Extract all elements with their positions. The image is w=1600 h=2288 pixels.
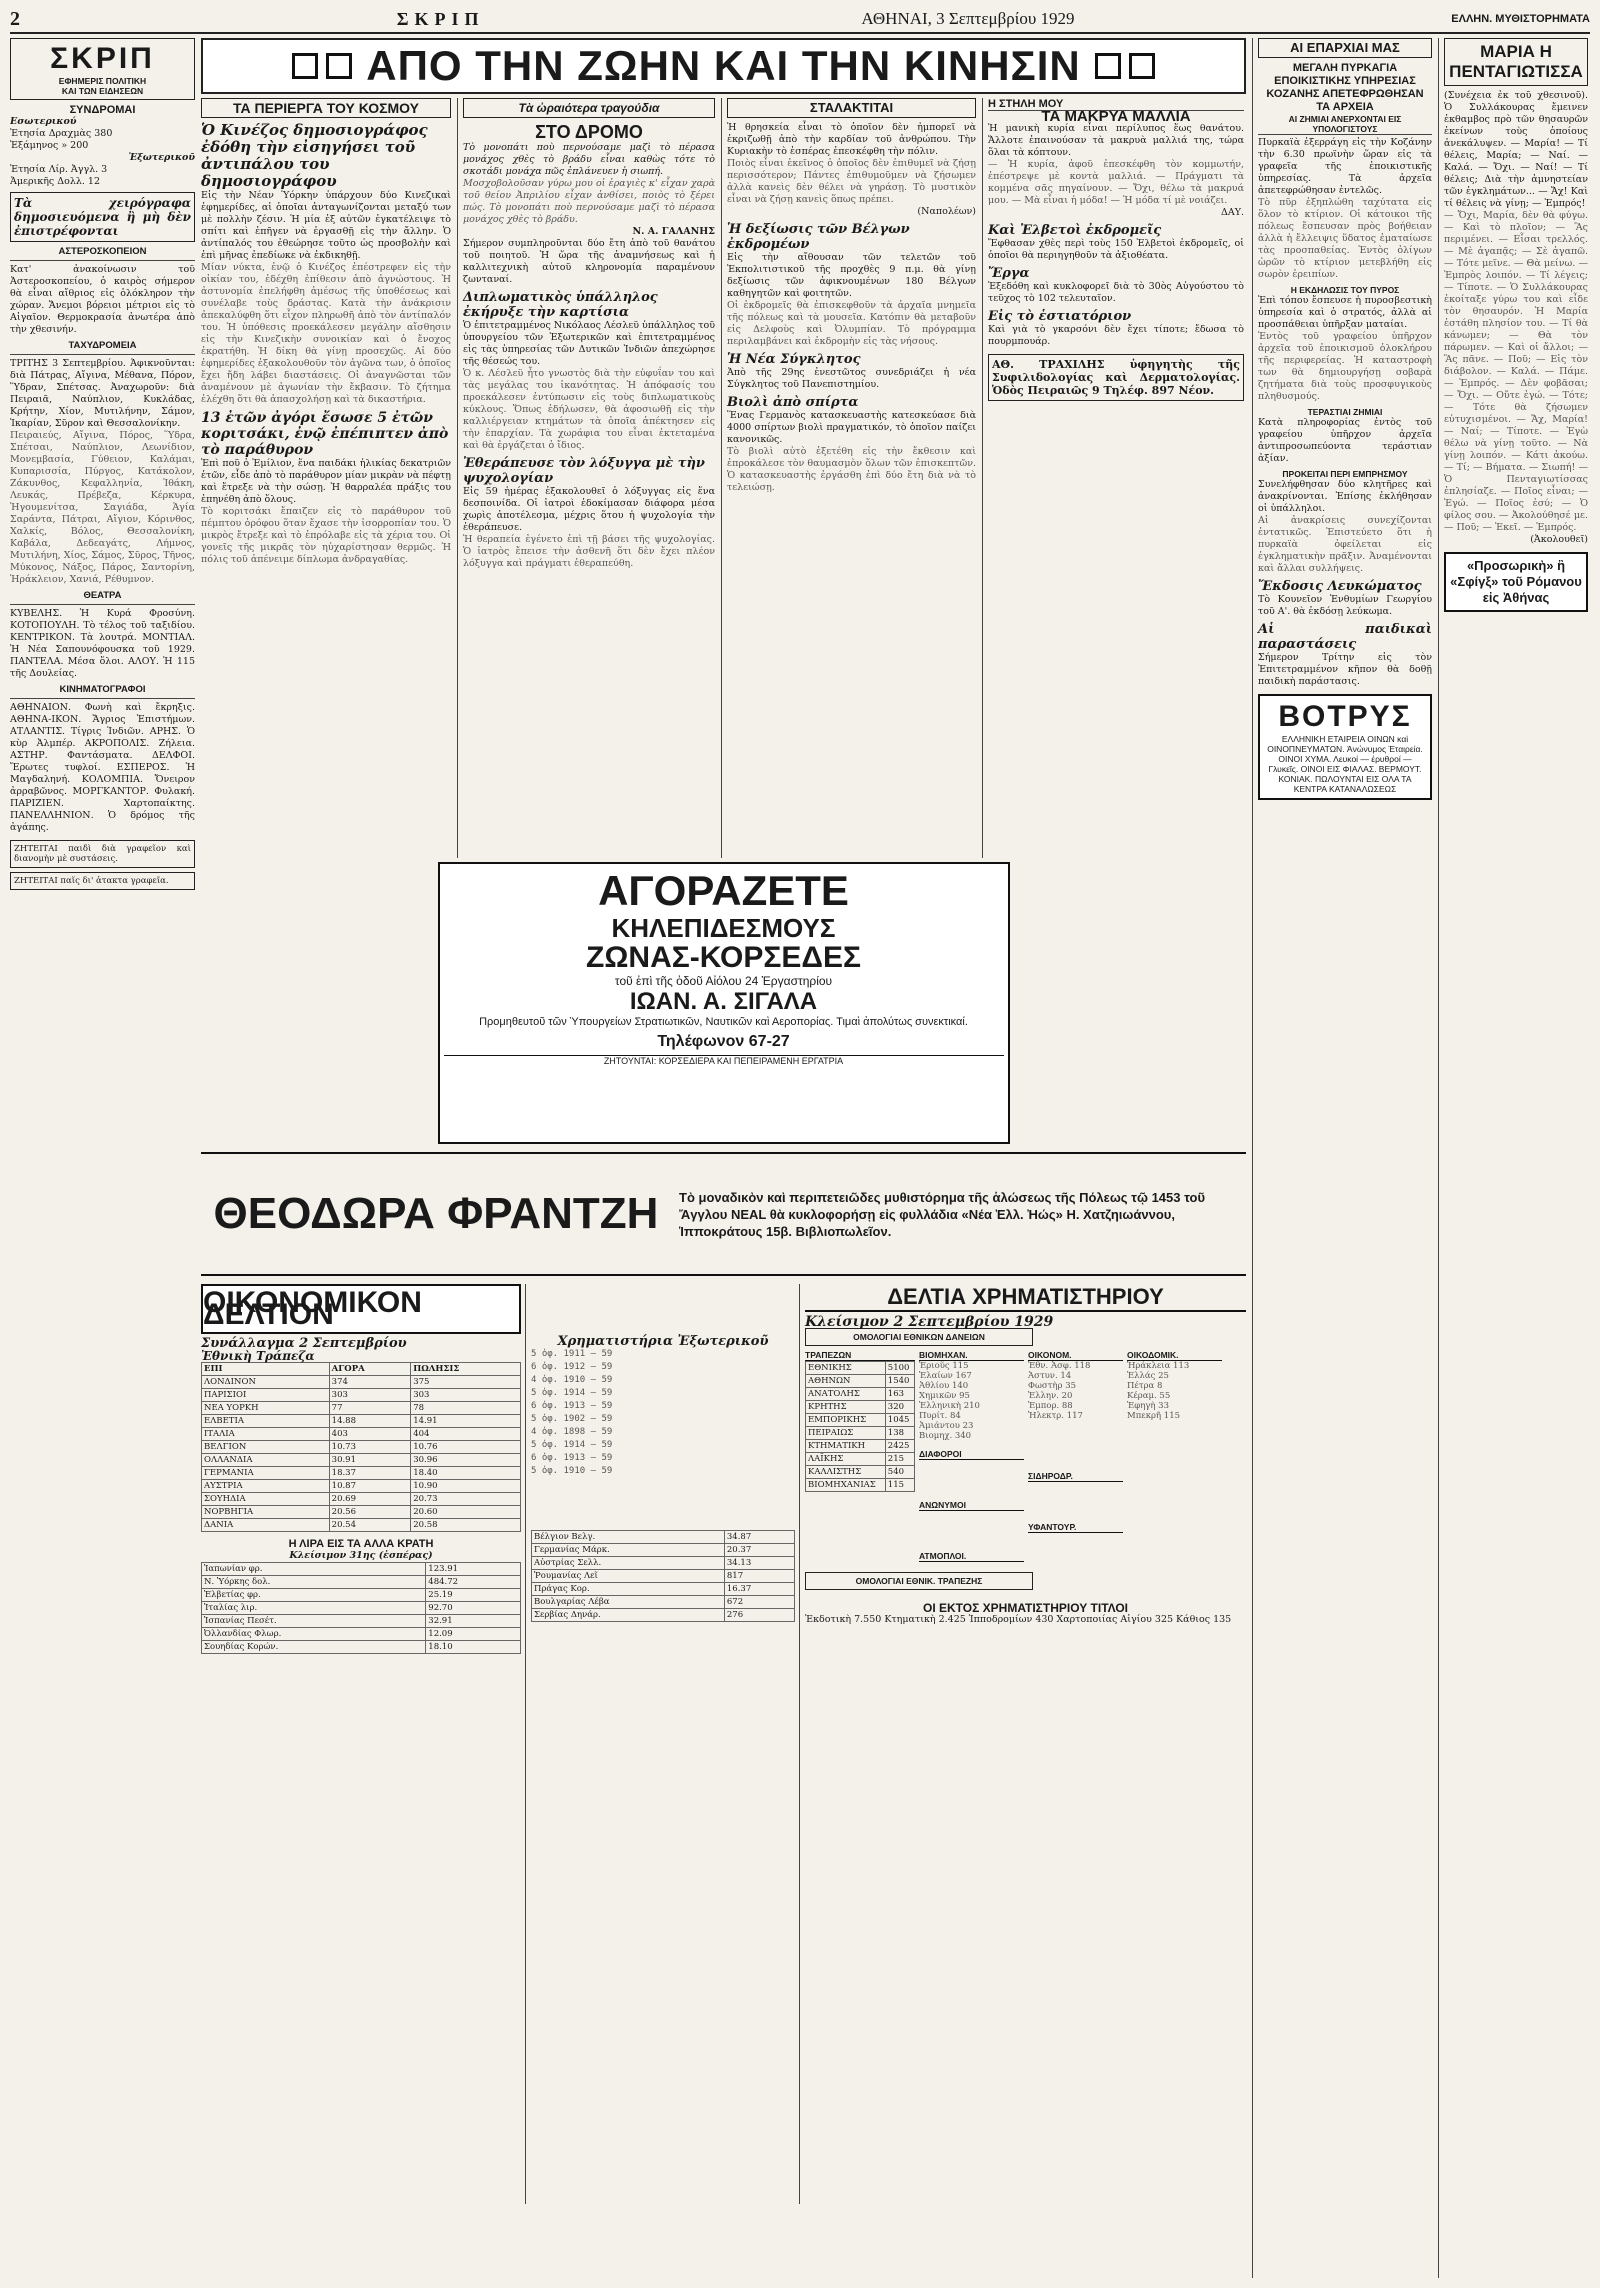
- violin-filler: Τὸ βιολὶ αὐτὸ ἐξετέθη εἰς τὴν ἔκθεσιν καὶ ἐπροκάλεσε τὸν θαυμασμὸν ὅλων τῶν ἐπισκεπτῶν. Ὁ κατασκευαστὴς ἐργάσθη ἐπὶ δύο ἔτη διὰ νὰ τὸ τελειώσῃ.: [727, 446, 976, 493]
- table-row: Πράγας Κορ. 16.37: [532, 1583, 795, 1596]
- fire-text-2: Ἐπὶ τόπου ἔσπευσε ἡ πυροσβεστικὴ ὑπηρεσία καὶ ὁ στρατός, ἀλλὰ αἱ προσπάθειαι ὑπῆρξαν ματαίαι.: [1258, 295, 1432, 330]
- stalactites-sign: (Ναπολέων): [917, 206, 976, 217]
- subs-row-1: Ἐτησία Δραχμὰς 380: [10, 128, 113, 139]
- square-ornament-icon: [1095, 53, 1121, 79]
- table-row: ΝΟΡΒΗΓΙΑ 20.56 20.60: [202, 1506, 521, 1519]
- songs-poem-filler: Μοσχοβολοῦσαν γύρω μου οἱ ἐραγιὲς κ' εἶχαν χαρὰ τοῦ θείου Ἀπριλίου εἶχαν ἀνθίσει, ποιὸς τὸ ξέρει πώς. Τὸ μονοπάτι ποὺ περνούσαμε μαζὶ τὸ πέρασα μονάχος χθὲς τὸ βράδυ.: [463, 178, 715, 225]
- stalactites-text: Ἡ θρησκεία εἶναι τὸ ὁποῖον δὲν ἠμπορεῖ νὰ ἐκριζωθῇ ἀπὸ τὴν καρδίαν τοῦ ἀνθρώπου. Τὴν Κυριακὴν τὸ ἑσπέρας ἐπεσκέφθη τὴν πόλιν.: [727, 122, 976, 157]
- corset-ad-line-1: ΚΗΛΕΠΙΔΕΣΜΟΥΣ: [611, 913, 836, 943]
- close-title: Κλείσιμον 2 Σεπτεμβρίου 1929: [805, 1314, 1054, 1330]
- pound-sub: Κλείσιμον 31ης (ἐσπέρας): [289, 1550, 433, 1561]
- misc-head: ΥΦΑΝΤΟΥΡ.: [1028, 1522, 1123, 1533]
- fire-text-3: Κατὰ πληροφορίας ἐντὸς τοῦ γραφείου ὑπῆρχον ἀρχεῖα ἀντιπροσωπεύοντα τεράστιαν ἀξίαν.: [1258, 417, 1432, 464]
- misc-head: ΑΝΩΝΥΜΟΙ: [919, 1500, 1024, 1511]
- works-headline: Ἔργα: [988, 266, 1030, 281]
- center-columns: [201, 98, 1246, 858]
- natbank-bonds: ΟΜΟΛΟΓΙΑΙ ΕΘΝΙΚ. ΤΡΑΠΕΖΗΣ: [805, 1572, 1033, 1590]
- subs-row-4: Ἀμερικῆς Δολλ. 12: [10, 176, 100, 187]
- songs-poem: Τὸ μονοπάτι ποὺ περνούσαμε μαζὶ τὸ πέρασα μονάχος χθὲς τὸ βράδυ εἶναι καθὼς τότε τὸ σκοτάδι μονάχα πῶς ἐπλάνευεν ἡ σιωπή.: [463, 142, 715, 177]
- songs-title: Τὰ ὡραιότερα τραγούδια: [463, 98, 715, 118]
- subs-title: ΣΥΝΔΡΟΜΑΙ: [69, 104, 136, 116]
- financial-left: [201, 1284, 521, 2204]
- stock-col-industry: [919, 1350, 1024, 1562]
- book-ad-text: Τὸ μοναδικὸν καὶ περιπετειῶδες μυθιστόρημα τῆς ἁλώσεως τῆς Πόλεως τῷ 1453 τοῦ Ἄγγλου NEAL θὰ κυκλοφορήσῃ εἰς φυλλάδια «Νέα Ἐλλ. Ἠώς» Η. Χατζηιωάννου, Ἱπποκράτους 15β. Βιβλιοπωλεῖον.: [679, 1189, 1206, 1239]
- table-row: ΕΛΒΕΤΙΑ 14.88 14.91: [202, 1415, 521, 1428]
- classified-1: ΖΗΤΕΙΤΑΙ παιδὶ διὰ γραφεῖον καὶ διανομὴν μὲ συστάσεις.: [10, 840, 195, 868]
- misc-head: ΣΙΔΗΡΟΔΡ.: [1028, 1471, 1123, 1482]
- long-hair-filler: — Ἡ κυρία, ἀφοῦ ἐπεσκέφθη τὸν κομμωτήν, ἐπέστρεψε μὲ κοντὰ μαλλιά. — Πράγματι τὰ κομμένα σᾶς πηγαίνουν. — Ὄχι, θέλω τὰ μακρυά μου. — Μὰ εἶναι ἡ μόδα! — Ἡ μόδα τί μὲ νοιάζει.: [988, 159, 1244, 206]
- pound-table-2: [531, 1530, 795, 1622]
- hiccup-headline: Ἐθεράπευσε τὸν λόξυγγα μὲ τὴν ψυχολογίαν: [463, 456, 705, 486]
- theatre-title: ΘΕΑΤΡΑ: [10, 590, 195, 605]
- post-filler: Πειραιεύς, Αἴγινα, Πόρος, Ὕδρα, Σπέτσαι, Ναύπλιον, Λεωνίδιον, Μονεμβασία, Γύθειον, Καλάμαι, Κυπαρισσία, Πύργος, Κατάκολον, Ζάκυνθος, Κεφαλληνία, Ἰθάκη, Λευκάς, Πρέβεζα, Κέρκυρα, Ἠγουμενίτσα, Σαγιάδα, Ἁγία Σαράντα, Πάτραι, Αἴγιον, Κόρινθος, Χαλκίς, Βόλος, Θεσσαλονίκη, Καβάλα, Δεδεαγάτς, Λήμνος, Μυτιλήνη, Χίος, Σάμος, Σῦρος, Τῆνος, Μύκονος, Νάξος, Πάρος, Σαντορίνη, Ἡράκλειον, Χανιά, Ρέθυμνον.: [10, 430, 195, 585]
- pound-title: Η ΛΙΡΑ ΕΙΣ ΤΑ ΑΛΛΑ ΚΡΑΤΗ: [288, 1538, 434, 1550]
- belgians-text: Εἰς τὴν αἴθουσαν τῶν τελετῶν τοῦ Ἐκπολιτιστικοῦ τῆς προχθὲς 9 π.μ. θὰ γίνῃ δεξίωσις τῶν ἀφικνουμένων 180 Βέλγων καθηγητῶν καὶ φοιτητῶν.: [727, 252, 976, 299]
- col-mycolumn: [982, 98, 1244, 858]
- fire-headline-2: ΑΙ ΖΗΜΙΑΙ ΑΝΕΡΧΟΝΤΑΙ ΕΙΣ ΥΠΟΛΟΓΙΣΤΟΥΣ: [1258, 114, 1432, 135]
- building-filler: Ἡράκλεια 113 Ἑλλάς 25 Πέτρα 8 Κέραμ. 55 Ἐφηγὴ 33 Μπεκρῆ 115: [1127, 1361, 1190, 1421]
- table-row: Ἑλβετίας φρ. 25.19: [202, 1589, 521, 1602]
- restaurant-headline: Εἰς τὸ ἑστιατόριον: [988, 309, 1132, 324]
- curiosities-filler-2: Τὸ κοριτσάκι ἔπαιζεν εἰς τὸ παράθυρον τοῦ πέμπτου ὀρόφου ὅταν ἔχασε τὴν ἰσορροπίαν του. Ὁ μικρὸς ἔτρεξε καὶ τὸ ἐπρόλαβε εἰς τὰ χέρια του. Οἱ γονεῖς τῆς μικρᾶς τὸν ηὐχαρίστησαν θερμῶς. Ἡ πόλις τοῦ ἀπένειμε δίπλωμα ἀνδραγαθίας.: [201, 506, 451, 565]
- long-hair-text: Ἡ μανικὴ κυρία εἶναι περίλυπος ἕως θανάτου. Ἄλλοτε ἐπαινούσαν τὰ μακρυὰ μαλλιά της, τώρα ὅλαι τὰ κόπτουν.: [988, 123, 1244, 158]
- stock-col-banks: [805, 1350, 915, 1562]
- financial-right: [799, 1284, 1246, 2204]
- long-hair-sign: ΔΑΥ.: [1220, 207, 1244, 218]
- sx-filler: 5 ὀφ. 1911 — 59 6 ὀφ. 1912 — 59 4 ὀφ. 1910 — 59 5 ὀφ. 1914 — 59 6 ὀφ. 1913 — 59 5 ὀφ. 1902 — 59 4 ὀφ. 1898 — 59 5 ὀφ. 1914 — 59 6 ὀφ. 1913 — 59 5 ὀφ. 1910 — 59: [531, 1349, 613, 1476]
- violin-headline: Βιολὶ ἀπὸ σπίρτα: [727, 395, 859, 410]
- paper-name: ΣΚΡΙΠ: [396, 8, 485, 29]
- novel-cont: (Ἀκολουθεῖ): [1530, 534, 1588, 545]
- center-area: [201, 38, 1246, 2278]
- paper-subtitle-2: ΚΑΙ ΤΩΝ ΕΙΔΗΣΕΩΝ: [61, 86, 144, 96]
- table-row: ΟΛΛΑΝΔΙΑ 30.91 30.96: [202, 1454, 521, 1467]
- fire-filler-3: Αἱ ἀνακρίσεις συνεχίζονται ἐντατικῶς. Ἐπιστεύετο ὅτι ἡ πυρκαϊὰ ὀφείλεται εἰς ἐγκληματικὴν πρᾶξιν. Ἀναμένονται καὶ ἄλλαι συλλήψεις.: [1258, 515, 1432, 574]
- economy-filler: Ἐθν. Ἀσφ. 118 Ἀστυν. 14 Φωστὴρ 35 Ἑλλην. 20 Ἐμπορ. 88 Ἠλεκτρ. 117: [1028, 1361, 1091, 1421]
- manuscript-notice: Τὰ χειρόγραφα δημοσιευόμενα ἢ μὴ δὲν ἐπιστρέφονται: [10, 192, 195, 242]
- curiosities-text: Εἰς τὴν Νέαν Ὑόρκην ὑπάρχουν δύο Κινεζικαὶ ἐφημερίδες, αἱ ὁποῖαι ἀνταγωνίζονται μεταξύ των μὲ πολλὴν ζέσιν. Ἡ μία ἐξ αὐτῶν ἐγκατέλειψε τὸ σπίτι καὶ ἐπῆγεν νὰ ἐργασθῇ εἰς τὴν ἄλλην. Ὁ ἀντίπαλός του ἐθεώρησε τοῦτο ὡς προσβολὴν καὶ ἐπὶ μῆνας ἐπεδίωκε νὰ ἐκδικηθῇ.: [201, 190, 451, 261]
- section-banner: [201, 38, 1246, 94]
- col-stalactites: [721, 98, 976, 858]
- corset-ad-foot: ΖΗΤΟΥΝΤΑΙ: ΚΟΡΣΕΔΙΕΡΑ ΚΑΙ ΠΕΠΕΙΡΑΜΕΝΗ ΕΡΓΑΤΡΙΑ: [444, 1055, 1004, 1066]
- deltio-title: ΔΕΛΤΙΑ ΧΡΗΜΑΤΙΣΤΗΡΙΟΥ: [805, 1284, 1246, 1312]
- table-row: ΑΝΑΤΟΛΗΣ 163: [806, 1388, 915, 1401]
- table-row: ΒΙΟΜΗΧΑΝΙΑΣ 115: [806, 1479, 915, 1492]
- astro-title: ΑΣΤΕΡΟΣΚΟΠΕΙΟΝ: [10, 246, 195, 261]
- fire-text: Πυρκαϊὰ ἐξερράγη εἰς τὴν Κοζάνην τὴν 6.30 πρωϊνὴν ὥραν εἰς τὰ γραφεῖα τῆς ἐποικιστικῆς ὑπηρεσίας. Τὰ ἀρχεῖα ἀπετεφρώθησαν ἐντελῶς.: [1258, 137, 1432, 196]
- corset-ad-phone: Τηλέφωνον 67-27: [657, 1033, 790, 1050]
- corset-ad-name: ΙΩΑΝ. Α. ΣΙΓΑΛΑ: [629, 988, 818, 1015]
- table-row: Γερμανίας Μάρκ. 20.37: [532, 1544, 795, 1557]
- cinema-title: ΚΙΝΗΜΑΤΟΓΡΑΦΟΙ: [10, 684, 195, 699]
- banner-title: ΑΠΟ ΤΗΝ ΖΩΗΝ ΚΑΙ ΤΗΝ ΚΙΝΗΣΙΝ: [366, 42, 1081, 89]
- stalactites-filler: Ποιὸς εἶναι ἐκεῖνος ὁ ὁποῖος δὲν ἐπιθυμεῖ νὰ ζήσῃ περισσότερον; Πάντες ἐπιθυμοῦμεν νὰ ζήσωμεν ἀλλὰ κανεὶς δὲν θέλει νὰ γηράσῃ. Τὸ μυστικὸν εἶναι νὰ ζήσῃ κανεὶς ὅπως πρέπει.: [727, 158, 976, 205]
- pound-table: [201, 1562, 521, 1654]
- wine-ad: [1258, 694, 1432, 800]
- diplomat-filler: Ὁ κ. Λέσλεϋ ἦτο γνωστὸς διὰ τὴν εὐφυΐαν του καὶ τὰς μεγάλας του ἱκανότητας. Ἡ ἀπόφασίς του προεκάλεσεν ἐντύπωσιν εἰς τοὺς διπλωματικοὺς κύκλους. Ὅπως ἐδήλωσεν, θὰ ἀφοσιωθῇ εἰς τὴν καλλιέργειαν κτημάτων τὰ ὁποῖα ἀπέκτησεν εἰς τὴν ἐπαρχίαν. Τὰ χωράφια του εἶναι ἐκτεταμένα καὶ θὰ ἐργάζεται ὁ ἴδιος.: [463, 368, 715, 451]
- sx-title: Χρηματιστήρια Ἐξωτερικοῦ: [557, 1334, 769, 1349]
- outside-title: ΟΙ ΕΚΤΟΣ ΧΡΗΜΑΤΙΣΤΗΡΙΟΥ ΤΙΤΛΟΙ: [923, 1601, 1128, 1615]
- table-row: Ἱσπανίας Πεσέτ. 32.91: [202, 1615, 521, 1628]
- corset-ad-text: Προμηθευτοῦ τῶν Ὑπουργείων Στρατιωτικῶν, Ναυτικῶν καὶ Αεροπορίας. Τιμαὶ ἀπολύτως συνεκτικαί.: [479, 1016, 968, 1028]
- financial-title: ΟΙΚΟΝΟΜΙΚΟΝ ΔΕΛΤΙΟΝ: [201, 1284, 521, 1334]
- album-text: Τὸ Κουνεῖον Ἐνθυμίων Γεωργίου τοῦ Α'. θὰ ἐκδόσῃ λεύκωμα.: [1258, 594, 1432, 617]
- table-row: Βέλγιον Βελγ. 34.87: [532, 1531, 795, 1544]
- col-songs: [457, 98, 715, 858]
- page-number: 2: [10, 7, 20, 30]
- kids-headline: Αἱ παιδικαὶ παραστάσεις: [1258, 622, 1432, 652]
- curiosities-title: ΤΑ ΠΕΡΙΕΡΓΑ ΤΟΥ ΚΟΣΜΟΥ: [201, 98, 451, 118]
- table-row: ΚΑΛΛΙΣΤΗΣ 540: [806, 1466, 915, 1479]
- fire-sub-2: ΤΕΡΑΣΤΙΑΙ ΖΗΜΙΑΙ: [1307, 407, 1383, 417]
- post-text: ΤΡΙΤΗΣ 3 Σεπτεμβρίου. Ἀφικνοῦνται: διὰ Πάτρας, Αἴγινα, Μέθανα, Πόρον, Ὕδραν, Σπέτσας. Ἀναχωροῦν: διὰ Πειραιᾶ, Ναύπλιον, Κυκλάδας, Κρήτην, Χίον, Μυτιλήνην, Σάμον, Ἰκαρίαν, Σῦρον καὶ Θεσσαλονίκην.: [10, 358, 195, 429]
- kids-text: Σήμερον Τρίτην εἰς τὸν Ἐπιτετραμμένον κῆπον θὰ δοθῇ παιδικὴ παράστασις.: [1258, 652, 1432, 687]
- right-ad: «Προσωρικὴ» ἢ «Σφίγξ» τοῦ Ρόμανου εἰς Ἀθήνας: [1444, 552, 1588, 612]
- hiccup-filler: Ἡ θεραπεία ἐγένετο ἐπὶ τῇ βάσει τῆς ψυχολογίας. Ὁ ἰατρὸς ἔπεισε τὴν ἀσθενῆ ὅτι δὲν ἔχει πλέον λόξυγγα καὶ πράγματι ἐθεραπεύθη.: [463, 534, 715, 569]
- astro-text: Κατ' ἀνακοίνωσιν τοῦ Ἀστεροσκοπείου, ὁ καιρὸς σήμερον θὰ εἶναι αἴθριος εἰς ὁλόκληρον τὴν χώραν. Ἄνεμοι βόρειοι μέτριοι εἰς τὸ Αἰγαῖον. Θερμοκρασία ἀνωτέρα ἀπὸ τὴν χθεσινήν.: [10, 264, 195, 335]
- subs-inner: Εσωτερικού: [10, 116, 77, 127]
- novel-filler: — Ὄχι, Μαρία, δὲν θὰ φύγω. — Καὶ τὸ πλοῖον; — Ἂς περιμένει. — Εἶσαι τρελλός. — Μὲ ἀγαπᾷς; — Σὲ ἀγαπῶ. — Τότε μεῖνε. — Θὰ μείνω. — Ἐμπρὸς λοιπόν. — Τί λέγεις; — Τίποτε. — Ὁ Συλλάκουρας ἐκοίταξε γύρω του καὶ εἶδε τὸν θησαυρόν. Ἡ Μαρία ἐστάθη πλησίον του. — Τί θὰ κάνωμεν; — Θὰ τὸν πάρωμεν. — Καὶ οἱ ἄλλοι; — Ἂς πᾶνε. — Ποῦ; — Εἰς τὸν διάβολον. — Καλά. — Πάμε. — Ἐμπρός. — Δὲν φοβᾶσαι; — Ὄχι. — Οὔτε ἐγώ. — Τότε; — Τότε θὰ ζήσωμεν εὐτυχισμένοι. — Ἄχ, Μαρία! — Ναί; — Τίποτε. — Ἐγὼ θέλω νὰ γίνῃ τοῦτο. — Νὰ γίνῃ λοιπόν. — Κάτι ἀκούω. — Τί; — Βήματα. — Σιωπή! — Ὁ Πενταγιωτίσσας ἐπλησίαζε. — Ποῖος εἶναι; — Ἐγώ. — Ποῖος ἐσύ; — Ὁ φίλος σου. — Ἀκολούθησέ με. — Ποῦ; — Ἐκεῖ. — Ἐμπρός.: [1444, 210, 1588, 533]
- table-row: ΕΜΠΟΡΙΚΗΣ 1045: [806, 1414, 915, 1427]
- square-ornament-icon: [326, 53, 352, 79]
- belgians-headline: Ἡ δεξίωσις τῶν Βέλγων ἐκδρομέων: [727, 222, 910, 252]
- fx-bank: Ἐθνικὴ Τράπεζα: [201, 1349, 315, 1363]
- songs-text: Σήμερον συμπληροῦνται δύο ἔτη ἀπὸ τοῦ θανάτου τοῦ ποιητοῦ. Ἡ ὥρα τῆς ἀναμνήσεως καὶ ἡ καλλιτεχνικὴ αὐτοῦ κληρονομία παραμένουν ζωνταναί.: [463, 238, 715, 285]
- violin-text: Ἕνας Γερμανὸς κατασκευαστὴς κατεσκεύασε διὰ 4000 σπίρτων βιολὶ πραγματικόν, τὸ ὁποῖον παίζει κανονικῶς.: [727, 410, 976, 445]
- senate-text: Ἀπὸ τῆς 29ης ἐνεστῶτος συνεδριάζει ἡ νέα Σύγκλητος τοῦ Πανεπιστημίου.: [727, 367, 976, 390]
- table-row: ΙΤΑΛΙΑ 403 404: [202, 1428, 521, 1441]
- fx-table: [201, 1362, 521, 1532]
- corset-ad-title: ΑΓΟΡΑΖΕΤΕ: [598, 867, 849, 914]
- belgians-filler: Οἱ ἐκδρομεῖς θὰ ἐπισκεφθοῦν τὰ ἀρχαῖα μνημεῖα τῆς πόλεως καὶ τὰ μουσεῖα. Κατόπιν θὰ μεταβοῦν εἰς Δελφοὺς καὶ Ὀλυμπίαν. Τὸ πρόγραμμα περιλαμβάνει καὶ ἐκδρομὴν εἰς τὰς νήσους.: [727, 300, 976, 347]
- diplomat-headline: Διπλωματικὸς ὑπάλληλος ἐκήρυξε τὴν καρτίσια: [463, 290, 658, 320]
- right-column-2: [1438, 38, 1588, 2278]
- fx-date: Συνάλλαγμα 2 Σεπτεμβρίου: [201, 1336, 407, 1351]
- dateline: ΑΘΗΝΑΙ, 3 Σεπτεμβρίου 1929: [861, 9, 1075, 28]
- corset-ad-line-3: τοῦ ἐπὶ τῆς ὁδοῦ Αἰόλου 24 Ἐργαστηρίου: [614, 974, 833, 988]
- stalactites-title: ΣΤΑΛΑΚΤΙΤΑΙ: [727, 98, 976, 118]
- post-title: ΤΑΧΥΔΡΟΜΕΙΑ: [10, 340, 195, 355]
- hiccup-text: Εἰς 59 ἡμέρας ἐξακολουθεῖ ὁ λόξυγγας εἰς ἕνα δεσποινίδα. Οἱ ἰατροὶ ἐδοκίμασαν διάφορα μέσα χωρὶς ἀποτέλεσμα, μέχρις ὅτου ἡ ψυχολογία τὴν ἐθεράπευσε.: [463, 486, 715, 533]
- table-row: ΠΑΡΙΣΙΟΙ 303 303: [202, 1389, 521, 1402]
- subs-row-2: Ἑξάμηνος » 200: [10, 140, 89, 151]
- left-column: [10, 38, 195, 2278]
- bonds-title: ΟΜΟΛΟΓΙΑΙ ΕΘΝΙΚΩΝ ΔΑΝΕΙΩΝ: [805, 1328, 1033, 1346]
- table-row: ΓΕΡΜΑΝΙΑ 18.37 18.40: [202, 1467, 521, 1480]
- fire-sub: Η ΕΚΔΗΛΩΣΙΣ ΤΟΥ ΠΥΡΟΣ: [1290, 285, 1400, 295]
- fire-text-4: Συνελήφθησαν δύο κλητῆρες καὶ ἀνακρίνονται. Ἐπίσης ἐκλήθησαν οἱ ὑπάλληλοι.: [1258, 479, 1432, 514]
- table-row: ΕΘΝΙΚΗΣ 5100: [806, 1362, 915, 1375]
- table-row: Σουηδίας Κορών. 18.10: [202, 1641, 521, 1654]
- table-row: Ἰαπωνίαν φρ. 123.91: [202, 1563, 521, 1576]
- table-row: Αὐστρίας Σελλ. 34.13: [532, 1557, 795, 1570]
- songs-sub: ΣΤΟ ΔΡΟΜΟ: [535, 122, 643, 142]
- wine-ad-text: ΕΛΛΗΝΙΚΗ ΕΤΑΙΡΕΙΑ ΟΙΝΩΝ καὶ ΟΙΝΟΠΝΕΥΜΑΤΩΝ. Ἀνώνυμος Ἑταιρεία. ΟΙΝΟΙ ΧΥΜΑ. Λευκοί — ἐρυθροί — Γλυκεῖς. ΟΙΝΟΙ ΕΙΣ ΦΙΑΛΑΣ. ΒΕΡΜΟΥΤ. ΚΟΝΙΑΚ. ΠΩΛΟΥΝΤΑΙ ΕΙΣ ΟΛΑ ΤΑ ΚΕΝΤΡΑ ΚΑΤΑΝΑΛΩΣΕΩΣ: [1267, 734, 1423, 794]
- theatre-text: ΚΥΒΕΛΗΣ. Ἡ Κυρά Φροσύνη. ΚΟΤΟΠΟΥΛΗ. Τὸ τέλος τοῦ ταξιδίου. ΚΕΝΤΡΙΚΟΝ. Τὰ λουτρά. ΜΟΝΤΙΑΛ. Ἡ Νέα Σαπουνόφουσκα τοῦ 1929. ΠΑΝΤΕΛΑ. Μέσα ὅλοι. ΑΛΟΥ. Ἡ 115 τῆς Δουλείας.: [10, 608, 195, 679]
- bank-table: [805, 1361, 915, 1492]
- works-text: Ἐξεδόθη καὶ κυκλοφορεῖ διὰ τὸ 30ὸς Αὐγούστου τὸ τεῦχος τὸ 102 τελευταῖον.: [988, 281, 1244, 304]
- table-row: Ῥουμανίας Λεῖ 817: [532, 1570, 795, 1583]
- square-ornament-icon: [292, 53, 318, 79]
- corset-ad-line-2: ΖΩΝΑΣ-ΚΟΡΣΕΔΕΣ: [586, 941, 861, 974]
- table-row: ΣΟΥΗΔΙΑ 20.69 20.73: [202, 1493, 521, 1506]
- diplomat-text: Ὁ ἐπιτετραμμένος Νικόλαος Λέσλεϋ ὑπάλληλος τοῦ ὑπουργείου τῶν Ἐξωτερικῶν καὶ ἐπιτετραμμένος εἰς τὰς ὑπηρεσίας τῶν Δυτικῶν Ἰνδιῶν ἀπεχώρησε τῆς θέσεώς του.: [463, 320, 715, 367]
- table-row: ΛΑΪΚΗΣ 215: [806, 1453, 915, 1466]
- corner-note: ΕΛΛΗΝ. ΜΥΘΙΣΤΟΡΗΜΑΤΑ: [1451, 13, 1590, 25]
- table-row: Σερβίας Δηνάρ. 276: [532, 1609, 795, 1622]
- financial-middle: [525, 1284, 795, 2204]
- wine-ad-title: ΒΟΤΡΥΣ: [1278, 700, 1412, 733]
- misc-head: ΑΤΜΟΠΛΟΙ.: [919, 1551, 1024, 1562]
- outside-text: Ἐκδοτικὴ 7.550 Κτηματικὴ 2.425 Ἱπποδρομίων 430 Χαρτοποιίας Αἰγίου 325 Κάθιος 135: [805, 1614, 1232, 1625]
- table-row: ΛΟΝΔΙΝΟΝ 374 375: [202, 1376, 521, 1389]
- fire-filler: Τὸ πῦρ ἐξηπλώθη ταχύτατα εἰς ὅλον τὸ κτίριον. Οἱ κάτοικοι τῆς πόλεως ἔσπευσαν πρὸς βοήθειαν ἀλλὰ ἡ ἔλλειψις ὕδατος ἐματαίωσε τὰς προσπαθείας. Ἐντὸς ὀλίγων ὡρῶν τὸ κτίριον μετεβλήθη εἰς σωρὸν ἐρειπίων.: [1258, 197, 1432, 280]
- table-row: ΚΤΗΜΑΤΙΚΗ 2425: [806, 1440, 915, 1453]
- fire-filler-2: Ἐντὸς τοῦ γραφείου ὑπῆρχον ἀρχεῖα τοῦ ἐποικισμοῦ ὁλοκλήρου τῆς περιφερείας. Ἡ καταστροφὴ των θὰ δημιουργήσῃ σοβαρὰ ζητήματα διὰ τοὺς προσφυγικοὺς πληθυσμούς.: [1258, 331, 1432, 402]
- classified-2: ΖΗΤΕΙΤΑΙ παῖς δι' ἀτακτα γραφεῖα.: [10, 872, 195, 890]
- swiss-headline: Καὶ Ἐλβετοὶ ἐκδρομεῖς: [988, 223, 1162, 238]
- table-row: ΚΡΗΤΗΣ 320: [806, 1401, 915, 1414]
- long-hair-headline: ΤΑ ΜΑΚΡΥΑ ΜΑΛΛΙΑ: [1041, 108, 1191, 125]
- novel-text: (Συνέχεια ἐκ τοῦ χθεσινοῦ). Ὁ Συλλάκουρας ἔμεινεν ἐκθαμβος πρὸ τῶν θησαυρῶν ἐκείνων τοὺς ὁποίους ἀνεκάλυψεν. — Μαρία! — Τί θέλεις, Μαρία; — Ναί. — Καλά. — Ὄχι. — Ναί! — Τί θέλεις; Διὰ τὴν ἀμνηστείαν τῶν ἐγκλημάτων... — Ἄχ! Καὶ τί θέλεις νὰ γίνῃ; — Ἐμπρός!: [1444, 90, 1588, 209]
- table-row: ΑΘΗΝΩΝ 1540: [806, 1375, 915, 1388]
- masthead: [10, 6, 1590, 34]
- table-row: ΒΕΛΓΙΟΝ 10.73 10.76: [202, 1441, 521, 1454]
- table-row: Ν. Ὑόρκης δολ. 484.72: [202, 1576, 521, 1589]
- paper-subtitle: ΕΦΗΜΕΡΙΣ ΠΟΛΙΤΙΚΗ: [58, 76, 147, 86]
- fx-head: ΕΠΙ: [202, 1363, 330, 1376]
- curiosities-headline: Ὁ Κινέζος δημοσιογράφος ἐδόθη τὴν εἰσηγήσει τοῦ ἀντιπάλου του δημοσιογράφου: [201, 121, 428, 190]
- col-head: ΒΙΟΜΗΧΑΝ.: [919, 1350, 1024, 1361]
- table-row: ΔΑΝΙΑ 20.54 20.58: [202, 1519, 521, 1532]
- paper-box: [10, 38, 195, 100]
- fx-head: ΑΓΟΡΑ: [329, 1363, 411, 1376]
- col-head: ΟΙΚΟΔΟΜΙΚ.: [1127, 1350, 1222, 1361]
- subs-row-3: Ἐτησία Λίρ. Ἀγγλ. 3: [10, 164, 108, 175]
- table-row: ΠΕΙΡΑΙΩΣ 138: [806, 1427, 915, 1440]
- misc-head: ΔΙΑΦΟΡΟΙ: [919, 1449, 1024, 1460]
- col-head: ΟΙΚΟΝΟΜ.: [1028, 1350, 1123, 1361]
- table-row: Βουλγαρίας Λέβα 672: [532, 1596, 795, 1609]
- left-paper-name: ΣΚΡΙΠ: [50, 42, 155, 75]
- provinces-title: ΑΙ ΕΠΑΡΧΙΑΙ ΜΑΣ: [1258, 38, 1432, 58]
- album-headline: Ἔκδοσις Λευκώματος: [1258, 579, 1422, 594]
- fire-headline: ΜΕΓΑΛΗ ΠΥΡΚΑΓΙΑ ΕΠΟΙΚΙΣΤΙΚΗΣ ΥΠΗΡΕΣΙΑΣ ΚΟΖΑΝΗΣ ΑΠΕΤΕΦΡΩΘΗΣΑΝ ΤΑ ΑΡΧΕΙΑ: [1266, 62, 1424, 113]
- curiosities-text-2: Ἐπὶ ποῦ ὁ Ἐμίλιον, ἕνα παιδάκι ἡλικίας δεκατριῶν ἐτῶν, εἶδε ἀπὸ τὸ παράθυρον μίαν μικρὰν νὰ πέφτῃ καὶ ἔτρεξε νὰ τὴν σώσῃ. Ἡ θαρραλέα πράξις του ἐπηνέθη ἀπὸ ὅλους.: [201, 458, 451, 505]
- cinema-text: ΑΘΗΝΑΙΟΝ. Φωνὴ καὶ ἔκρηξις. ΑΘΗΝΑ-ΙΚΟΝ. Ἄγριος Ἐπιστήμων. ΑΤΛΑΝΤΙΣ. Τίγρις Ἰνδιῶν. ΑΡΗΣ. Ὁ κὺρ Ἀλμπέρ. ΑΚΡΟΠΟΛΙΣ. Ζήλεια. ΑΣΤΗΡ. Φαντάσματα. ΔΕΛΦΟΙ. Ἔρωτες τυφλοί. ΕΣΠΕΡΟΣ. Ἡ Μαγδαληνή. ΚΟΛΟΜΠΙΑ. Ὄνειρον ἀρραβῶνος. ΜΟΡΓΚΑΝΤΟΡ. Φυλακή. ΠΑΡΙΖΙΕΝ. Χαρτοπαίκτης. ΠΑΝΕΛΛΗΝΙΟΝ. Ὁ δρόμος τῆς ἀγάπης.: [10, 702, 195, 833]
- fx-head: ΠΩΛΗΣΙΣ: [411, 1363, 521, 1376]
- table-row: Ὀλλανδίας Φλωρ. 12.09: [202, 1628, 521, 1641]
- table-row: ΑΥΣΤΡΙΑ 10.87 10.90: [202, 1480, 521, 1493]
- stock-col-building: [1127, 1350, 1222, 1562]
- fire-sub-3: ΠΡΟΚΕΙΤΑΙ ΠΕΡΙ ΕΜΠΡΗΣΜΟΥ: [1282, 469, 1408, 479]
- restaurant-text: Καὶ γιὰ τὸ γκαρσόνι δὲν ἔχει τίποτε; ἔδωσα τὸ πουρμπουάρ.: [988, 324, 1244, 347]
- financial-section: [201, 1284, 1246, 2204]
- right-column-1: [1252, 38, 1432, 2278]
- songs-author: Ν. Α. ΓΑΛΑΝΗΣ: [632, 226, 715, 237]
- industry-filler: Ἐριοῦς 115 Ἐλαίων 167 Ἀθλίου 140 Χημικῶν 95 Ἐλληνικὴ 210 Πυρίτ. 84 Ἀμιάντου 23 Βιομηχ. 340: [919, 1361, 980, 1441]
- corset-ad: [438, 862, 1010, 1144]
- stock-col-economy: [1028, 1350, 1123, 1562]
- col-head: ΤΡΑΠΕΖΩΝ: [805, 1350, 915, 1361]
- subs-outer: Ἐξωτερικοῦ: [128, 152, 195, 163]
- table-row: Ἰταλίας λιρ. 92.70: [202, 1602, 521, 1615]
- book-ad: [201, 1152, 1246, 1276]
- doctor-ad: ΑΘ. ΤΡΑΧΙΛΗΣ ὑφηγητὴς τῆς Συφιλιδολογίας καὶ Δερματολογίας. Ὁδὸς Πειραιῶς 9 Τηλέφ. 897 Νέον.: [988, 354, 1244, 401]
- novel-title: ΜΑΡΙΑ Η ΠΕΝΤΑΓΙΩΤΙΣΣΑ: [1444, 38, 1588, 86]
- book-ad-title: ΘΕΟΔΩΡΑ ΦΡΑΝΤΖΗ: [213, 1189, 659, 1238]
- col-curiosities: [201, 98, 451, 858]
- stock-columns: [805, 1350, 1246, 1562]
- senate-headline: Ἡ Νέα Σύγκλητος: [727, 352, 861, 367]
- curiosities-sub: 13 ἐτῶν ἀγόρι ἔσωσε 5 ἐτῶν κοριτσάκι, ἐνῷ ἐπέπιπτεν ἀπὸ τὸ παράθυρον: [201, 410, 449, 458]
- curiosities-filler: Μίαν νύκτα, ἐνῷ ὁ Κινέζος ἐπέστρεφεν εἰς τὴν οἰκίαν του, ἐδέχθη ἐπίθεσιν ἀπὸ ἀγνώστους. Ἡ ἀστυνομία ἐπελήφθη ἀμέσως τῆς ὑποθέσεως καὶ συνέλαβε τοὺς δράστας. Κατὰ τὴν ἀνάκρισιν ἀπεκαλύφθη ὅτι εἶχον πληρωθῆ ἀπὸ τὸν ἀντίπαλόν του. Ἡ ὑπόθεσις προεκάλεσεν μεγάλην αἴσθησιν εἰς τὴν Κινεζικὴν συνοικίαν καὶ ὁ ἔνοχος ἐκρατήθη. Ἡ δίκη θὰ γίνῃ προσεχῶς. Αἱ δύο ἐφημερίδες ἐξακολουθοῦν τὸν ἀγῶνα των, ὁ ὁποῖος ἔχει ἤδη λάβει διαστάσεις. Οἱ ἀναγνῶσται τῶν ἀναμένουν μὲ ἀγωνίαν τὴν ἔκβασιν. Τὸ ζήτημα ἐλέχθη ὅτι θὰ ἀπασχολήσῃ καὶ τὰ δικαστήρια.: [201, 262, 451, 405]
- mycolumn-title: Η ΣΤΗΛΗ ΜΟΥ: [988, 98, 1244, 111]
- swiss-text: Ἔφθασαν χθὲς περὶ τοὺς 150 Ἐλβετοὶ ἐκδρομεῖς, οἱ ὁποῖοι θὰ περιηγηθοῦν τὰ ἀξιοθέατα.: [988, 238, 1244, 261]
- square-ornament-icon: [1129, 53, 1155, 79]
- table-row: ΝΕΑ ΥΟΡΚΗ 77 78: [202, 1402, 521, 1415]
